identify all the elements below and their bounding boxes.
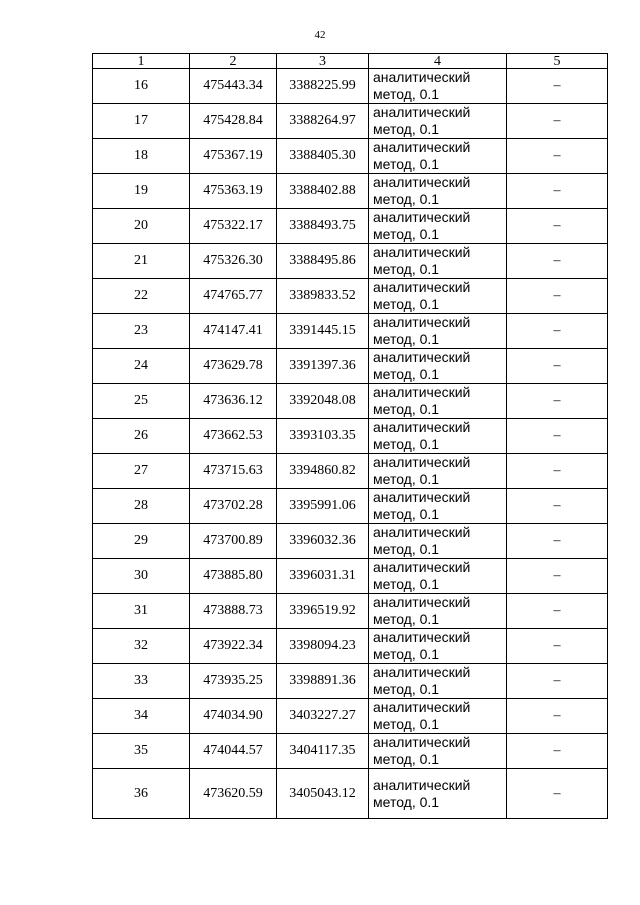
x-coordinate-cell: 474034.90 bbox=[190, 699, 277, 734]
table-row bbox=[93, 244, 608, 279]
y-coordinate-cell: 3388225.99 bbox=[277, 69, 369, 104]
point-number-cell: 22 bbox=[93, 279, 190, 314]
point-number-cell: 35 bbox=[93, 734, 190, 769]
method-line-1: аналитический bbox=[373, 244, 471, 260]
x-coordinate-cell: 475322.17 bbox=[190, 209, 277, 244]
x-coordinate-cell: 474147.41 bbox=[190, 314, 277, 349]
method-line-2: метод, 0.1 bbox=[373, 191, 440, 207]
method-line-1: аналитический bbox=[373, 139, 471, 155]
method-line-1: аналитический bbox=[373, 209, 471, 225]
method-cell bbox=[369, 174, 507, 209]
table-row bbox=[93, 139, 608, 174]
note-cell: – bbox=[507, 559, 608, 594]
method-line-2: метод, 0.1 bbox=[373, 506, 440, 522]
method-cell bbox=[369, 104, 507, 139]
point-number-cell: 28 bbox=[93, 489, 190, 524]
method-cell bbox=[369, 349, 507, 384]
note-cell: – bbox=[507, 384, 608, 419]
note-cell: – bbox=[507, 629, 608, 664]
point-number-cell: 25 bbox=[93, 384, 190, 419]
x-coordinate-cell: 473702.28 bbox=[190, 489, 277, 524]
point-number-cell: 34 bbox=[93, 699, 190, 734]
table-row bbox=[93, 174, 608, 209]
method-cell bbox=[369, 69, 507, 104]
note-cell: – bbox=[507, 69, 608, 104]
x-coordinate-cell: 475443.34 bbox=[190, 69, 277, 104]
y-coordinate-cell: 3396031.31 bbox=[277, 559, 369, 594]
method-cell bbox=[369, 559, 507, 594]
point-number-cell: 23 bbox=[93, 314, 190, 349]
point-number-cell: 16 bbox=[93, 69, 190, 104]
method-cell bbox=[369, 139, 507, 174]
table-row bbox=[93, 419, 608, 454]
point-number-cell: 20 bbox=[93, 209, 190, 244]
note-cell: – bbox=[507, 104, 608, 139]
method-cell bbox=[369, 209, 507, 244]
x-coordinate-cell: 475428.84 bbox=[190, 104, 277, 139]
table-row bbox=[93, 104, 608, 139]
point-number-cell: 32 bbox=[93, 629, 190, 664]
method-line-2: метод, 0.1 bbox=[373, 296, 440, 312]
table-row bbox=[93, 699, 608, 734]
header-cell: 2 bbox=[190, 54, 277, 69]
point-number-cell: 29 bbox=[93, 524, 190, 559]
point-number-cell: 21 bbox=[93, 244, 190, 279]
method-cell bbox=[369, 489, 507, 524]
x-coordinate-cell: 473700.89 bbox=[190, 524, 277, 559]
note-cell: – bbox=[507, 419, 608, 454]
method-line-1: аналитический bbox=[373, 594, 471, 610]
x-coordinate-cell: 473922.34 bbox=[190, 629, 277, 664]
note-cell: – bbox=[507, 279, 608, 314]
table-row bbox=[93, 279, 608, 314]
x-coordinate-cell: 475363.19 bbox=[190, 174, 277, 209]
point-number-cell: 30 bbox=[93, 559, 190, 594]
x-coordinate-cell: 473885.80 bbox=[190, 559, 277, 594]
method-line-2: метод, 0.1 bbox=[373, 751, 440, 767]
point-number-cell: 24 bbox=[93, 349, 190, 384]
note-cell: – bbox=[507, 314, 608, 349]
table-row bbox=[93, 384, 608, 419]
method-cell bbox=[369, 664, 507, 699]
x-coordinate-cell: 473888.73 bbox=[190, 594, 277, 629]
method-line-2: метод, 0.1 bbox=[373, 471, 440, 487]
method-cell bbox=[369, 594, 507, 629]
y-coordinate-cell: 3403227.27 bbox=[277, 699, 369, 734]
page-number: 42 bbox=[314, 29, 326, 41]
table-row bbox=[93, 629, 608, 664]
y-coordinate-cell: 3388493.75 bbox=[277, 209, 369, 244]
method-line-2: метод, 0.1 bbox=[373, 576, 440, 592]
y-coordinate-cell: 3388405.30 bbox=[277, 139, 369, 174]
method-line-1: аналитический bbox=[373, 699, 471, 715]
method-line-1: аналитический bbox=[373, 559, 471, 575]
method-cell bbox=[369, 314, 507, 349]
method-line-2: метод, 0.1 bbox=[373, 436, 440, 452]
note-cell: – bbox=[507, 734, 608, 769]
method-line-1: аналитический bbox=[373, 454, 471, 470]
method-cell bbox=[369, 734, 507, 769]
y-coordinate-cell: 3396032.36 bbox=[277, 524, 369, 559]
y-coordinate-cell: 3391397.36 bbox=[277, 349, 369, 384]
table-row bbox=[93, 209, 608, 244]
x-coordinate-cell: 473935.25 bbox=[190, 664, 277, 699]
method-line-2: метод, 0.1 bbox=[373, 121, 440, 137]
x-coordinate-cell: 474765.77 bbox=[190, 279, 277, 314]
coordinates-table-body bbox=[93, 54, 608, 819]
x-coordinate-cell: 475326.30 bbox=[190, 244, 277, 279]
table-row bbox=[93, 314, 608, 349]
header-cell: 5 bbox=[507, 54, 608, 69]
table-row bbox=[93, 524, 608, 559]
table-row bbox=[93, 454, 608, 489]
y-coordinate-cell: 3391445.15 bbox=[277, 314, 369, 349]
y-coordinate-cell: 3395991.06 bbox=[277, 489, 369, 524]
method-line-2: метод, 0.1 bbox=[373, 681, 440, 697]
point-number-cell: 27 bbox=[93, 454, 190, 489]
method-line-2: метод, 0.1 bbox=[373, 366, 440, 382]
method-line-2: метод, 0.1 bbox=[373, 156, 440, 172]
coordinates-table bbox=[92, 53, 608, 819]
table-row bbox=[93, 489, 608, 524]
x-coordinate-cell: 473715.63 bbox=[190, 454, 277, 489]
method-line-1: аналитический bbox=[373, 314, 471, 330]
method-line-1: аналитический bbox=[373, 349, 471, 365]
x-coordinate-cell: 474044.57 bbox=[190, 734, 277, 769]
method-cell bbox=[369, 524, 507, 559]
x-coordinate-cell: 473629.78 bbox=[190, 349, 277, 384]
note-cell: – bbox=[507, 454, 608, 489]
note-cell: – bbox=[507, 139, 608, 174]
note-cell: – bbox=[507, 664, 608, 699]
method-cell bbox=[369, 244, 507, 279]
x-coordinate-cell: 473662.53 bbox=[190, 419, 277, 454]
method-line-1: аналитический bbox=[373, 419, 471, 435]
y-coordinate-cell: 3388264.97 bbox=[277, 104, 369, 139]
x-coordinate-cell: 475367.19 bbox=[190, 139, 277, 174]
x-coordinate-cell: 473620.59 bbox=[190, 769, 277, 819]
note-cell: – bbox=[507, 524, 608, 559]
method-line-2: метод, 0.1 bbox=[373, 716, 440, 732]
method-line-1: аналитический bbox=[373, 629, 471, 645]
table-row bbox=[93, 664, 608, 699]
note-cell: – bbox=[507, 489, 608, 524]
method-line-1: аналитический bbox=[373, 489, 471, 505]
y-coordinate-cell: 3398094.23 bbox=[277, 629, 369, 664]
note-cell: – bbox=[507, 594, 608, 629]
table-row bbox=[93, 559, 608, 594]
method-cell bbox=[369, 629, 507, 664]
note-cell: – bbox=[507, 209, 608, 244]
y-coordinate-cell: 3388495.86 bbox=[277, 244, 369, 279]
method-cell bbox=[369, 419, 507, 454]
point-number-cell: 26 bbox=[93, 419, 190, 454]
point-number-cell: 31 bbox=[93, 594, 190, 629]
method-line-2: метод, 0.1 bbox=[373, 611, 440, 627]
point-number-cell: 36 bbox=[93, 769, 190, 819]
point-number-cell: 33 bbox=[93, 664, 190, 699]
note-cell: – bbox=[507, 244, 608, 279]
method-line-2: метод, 0.1 bbox=[373, 646, 440, 662]
point-number-cell: 18 bbox=[93, 139, 190, 174]
method-line-2: метод, 0.1 bbox=[373, 401, 440, 417]
table-row bbox=[93, 69, 608, 104]
method-line-2: метод, 0.1 bbox=[373, 261, 440, 277]
method-cell bbox=[369, 384, 507, 419]
table-row bbox=[93, 734, 608, 769]
note-cell: – bbox=[507, 349, 608, 384]
point-number-cell: 17 bbox=[93, 104, 190, 139]
note-cell: – bbox=[507, 174, 608, 209]
method-line-1: аналитический bbox=[373, 776, 471, 793]
method-cell bbox=[369, 769, 507, 819]
y-coordinate-cell: 3388402.88 bbox=[277, 174, 369, 209]
table-header-row bbox=[93, 54, 608, 69]
method-line-1: аналитический bbox=[373, 69, 471, 85]
method-line-2: метод, 0.1 bbox=[373, 793, 440, 810]
method-line-1: аналитический bbox=[373, 104, 471, 120]
method-line-2: метод, 0.1 bbox=[373, 226, 440, 242]
y-coordinate-cell: 3389833.52 bbox=[277, 279, 369, 314]
note-cell: – bbox=[507, 699, 608, 734]
method-cell bbox=[369, 699, 507, 734]
method-line-1: аналитический bbox=[373, 664, 471, 680]
y-coordinate-cell: 3398891.36 bbox=[277, 664, 369, 699]
header-cell: 1 bbox=[93, 54, 190, 69]
method-line-1: аналитический bbox=[373, 524, 471, 540]
y-coordinate-cell: 3394860.82 bbox=[277, 454, 369, 489]
x-coordinate-cell: 473636.12 bbox=[190, 384, 277, 419]
method-line-1: аналитический bbox=[373, 279, 471, 295]
header-cell: 3 bbox=[277, 54, 369, 69]
y-coordinate-cell: 3405043.12 bbox=[277, 769, 369, 819]
method-line-1: аналитический bbox=[373, 174, 471, 190]
method-cell bbox=[369, 279, 507, 314]
method-line-2: метод, 0.1 bbox=[373, 331, 440, 347]
table-row bbox=[93, 769, 608, 819]
y-coordinate-cell: 3393103.35 bbox=[277, 419, 369, 454]
method-cell bbox=[369, 454, 507, 489]
y-coordinate-cell: 3404117.35 bbox=[277, 734, 369, 769]
method-line-1: аналитический bbox=[373, 734, 471, 750]
y-coordinate-cell: 3392048.08 bbox=[277, 384, 369, 419]
header-cell: 4 bbox=[369, 54, 507, 69]
point-number-cell: 19 bbox=[93, 174, 190, 209]
method-line-2: метод, 0.1 bbox=[373, 86, 440, 102]
method-line-1: аналитический bbox=[373, 384, 471, 400]
y-coordinate-cell: 3396519.92 bbox=[277, 594, 369, 629]
note-cell: – bbox=[507, 769, 608, 819]
table-row bbox=[93, 594, 608, 629]
table-row bbox=[93, 349, 608, 384]
method-line-2: метод, 0.1 bbox=[373, 541, 440, 557]
